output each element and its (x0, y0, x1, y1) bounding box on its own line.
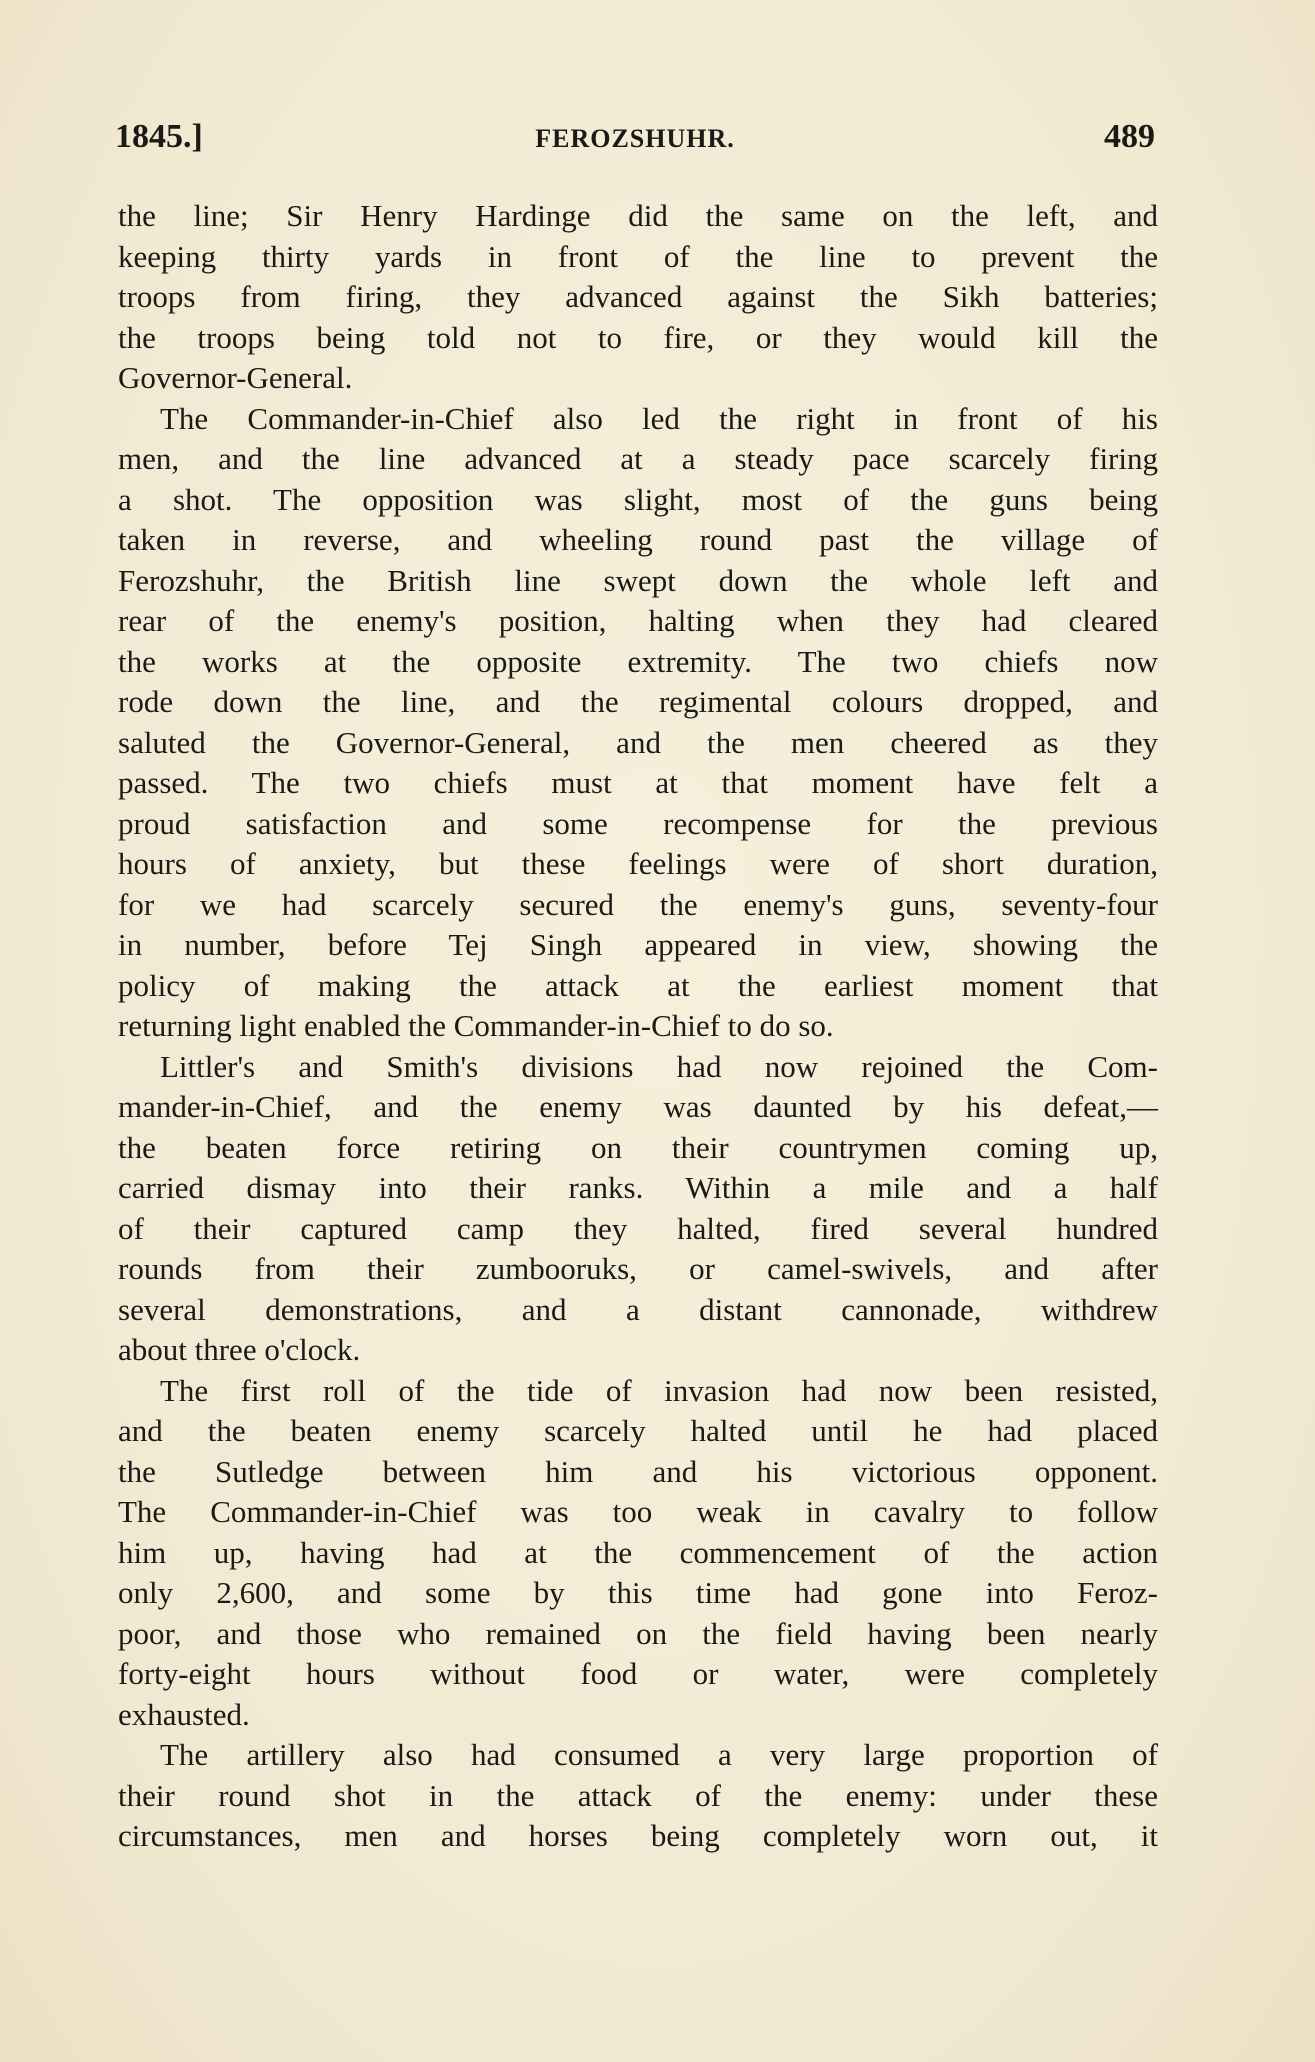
text-line: rear of the enemy's position, halting when they had cleared (118, 603, 1158, 638)
text-line: The Commander-in-Chief was too weak in cavalry to follow (118, 1494, 1158, 1529)
text-line: policy of making the attack at the earliest moment that (118, 967, 1158, 1003)
text-line: The first roll of the tide of invasion had now been resisted, (160, 1372, 1158, 1408)
text-line: taken in reverse, and wheeling round past the village of (118, 522, 1158, 557)
text-line: of their captured camp they halted, fired several hundred (118, 1210, 1158, 1246)
text-line: men, and the line advanced at a steady pace scarcely firing (118, 441, 1158, 476)
text-line: circumstances, men and horses being completely worn out, it (118, 1818, 1158, 1853)
text-line: hours of anxiety, but these feelings were of short duration, (118, 846, 1158, 881)
text-line: a shot. The opposition was slight, most of the guns being (118, 481, 1158, 517)
text-line: him up, having had at the commencement of the action (118, 1534, 1158, 1570)
text-line: several demonstrations, and a distant cannonade, withdrew (118, 1291, 1158, 1327)
text-line: keeping thirty yards in front of the line to prevent the (118, 238, 1158, 274)
text-line: the line; Sir Henry Hardinge did the same on the left, and (118, 198, 1158, 233)
text-line: Littler's and Smith's divisions had now rejoined the Com- (160, 1048, 1158, 1084)
text-line: rode down the line, and the regimental colours dropped, and (118, 684, 1158, 719)
text-line: the beaten force retiring on their countrymen coming up, (118, 1129, 1158, 1165)
text-line: about three o'clock. (118, 1332, 361, 1367)
text-line: and the beaten enemy scarcely halted until he had placed (118, 1413, 1158, 1448)
text-line: their round shot in the attack of the enemy: under these (118, 1777, 1158, 1813)
text-line: the troops being told not to fire, or they would kill the (118, 319, 1158, 355)
body-text (118, 196, 1158, 1857)
text-line: for we had scarcely secured the enemy's guns, seventy-four (118, 886, 1158, 922)
text-line: proud satisfaction and some recompense for the previous (118, 805, 1158, 841)
text-line: troops from firing, they advanced against the Sikh batteries; (118, 279, 1158, 314)
text-line: only 2,600, and some by this time had gone into Feroz- (118, 1575, 1158, 1610)
text-line: passed. The two chiefs must at that moment have felt a (118, 765, 1158, 800)
text-line: carried dismay into their ranks. Within a mile and a half (118, 1170, 1158, 1205)
header-title: FEROZSHUHR. (535, 124, 735, 153)
text-line: Governor-General. (118, 360, 353, 395)
text-line: The Commander-in-Chief also led the right in front of his (160, 400, 1158, 436)
page-number: 489 (1104, 118, 1155, 155)
text-line: forty-eight hours without food or water, were completely (118, 1656, 1158, 1691)
running-head (115, 118, 1155, 168)
text-line: poor, and those who remained on the field having been nearly (118, 1615, 1158, 1651)
text-line: the Sutledge between him and his victorious opponent. (118, 1453, 1158, 1489)
text-line: Ferozshuhr, the British line swept down the whole left and (118, 562, 1158, 598)
text-line: in number, before Tej Singh appeared in view, showing the (118, 927, 1158, 962)
text-line: saluted the Governor-General, and the men cheered as they (118, 724, 1158, 760)
text-line: returning light enabled the Commander-in-Chief to do so. (118, 1008, 834, 1043)
text-line: The artillery also had consumed a very large proportion of (160, 1737, 1158, 1772)
header-year: 1845.] (115, 118, 203, 155)
text-line: the works at the opposite extremity. The two chiefs now (118, 643, 1158, 679)
text-line: mander-in-Chief, and the enemy was daunted by his defeat,— (118, 1089, 1158, 1124)
text-line: rounds from their zumbooruks, or camel-swivels, and after (118, 1251, 1158, 1286)
text-line: exhausted. (118, 1696, 250, 1732)
